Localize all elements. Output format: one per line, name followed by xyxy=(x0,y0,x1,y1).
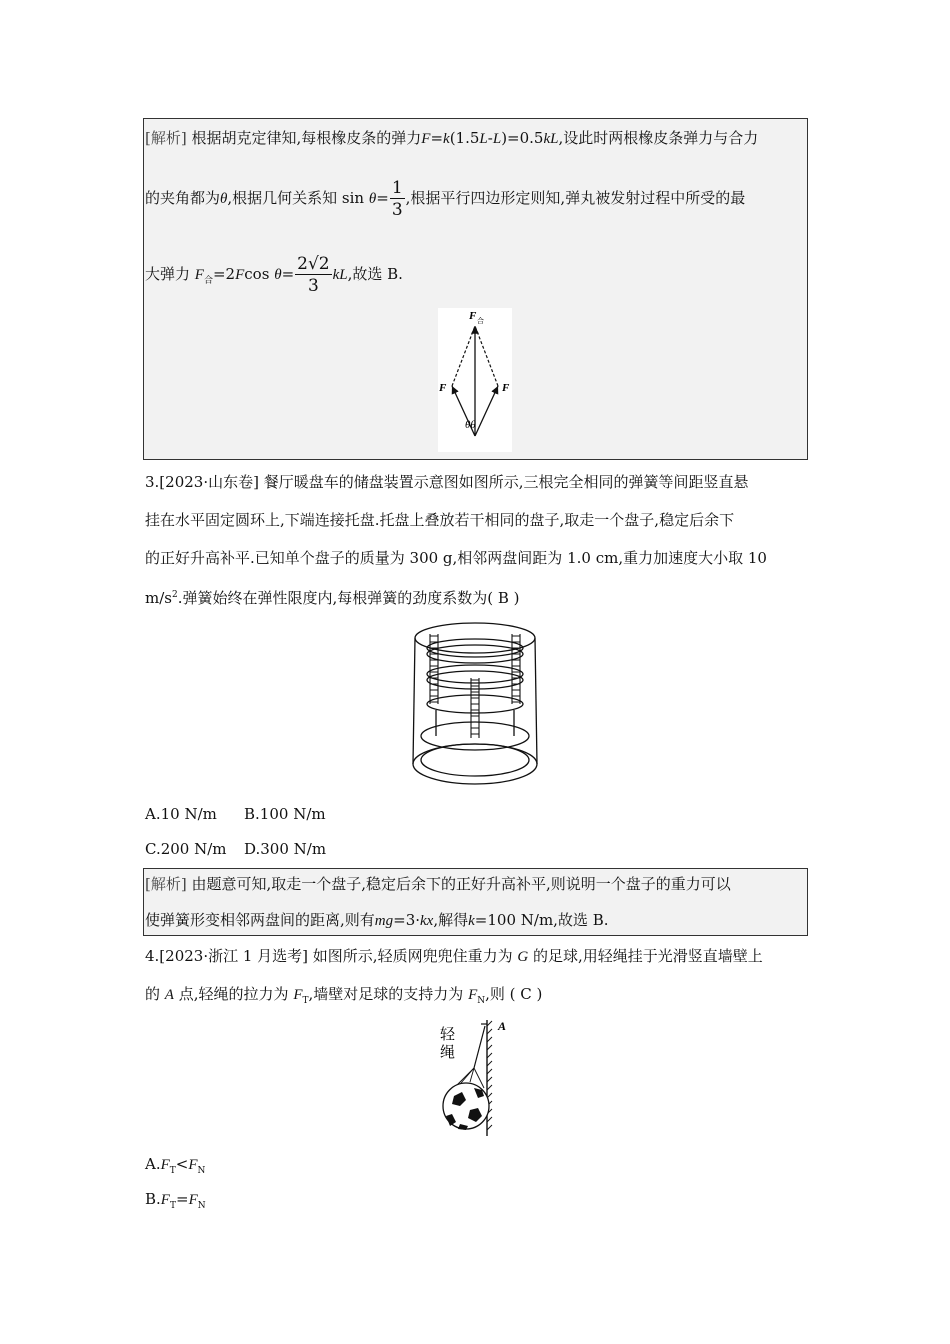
plate-warmer-figure xyxy=(408,614,542,790)
dashed-side-right xyxy=(475,326,498,386)
q3-option-b[interactable]: B.100 N/m xyxy=(244,805,326,823)
q4-stem-line-2: 的 A 点,轻绳的拉力为 $F_T$,墙壁对足球的支持力为 $F_N$,则 ( C ) xyxy=(145,985,543,1006)
label-theta: θθ xyxy=(465,419,476,431)
label-F-left: F xyxy=(439,382,447,394)
fraction-one-third: $\frac{1}{3}$ xyxy=(391,177,403,220)
force-diagram-svg xyxy=(438,308,512,452)
q3-analysis-line-1: [解析] 由题意可知,取走一个盘子,稳定后余下的正好升高补平,则说明一个盘子的重力可以 xyxy=(145,875,731,893)
football-wall-svg xyxy=(440,1016,520,1140)
q2-analysis-line-1: [解析] 根据胡克定律知,每根橡皮条的弹力F=k(1.5L-L)=0.5kL,设此时两根橡皮条弹力与合力 xyxy=(145,129,759,147)
force-parallelogram-figure xyxy=(438,308,512,452)
q3-stem-line-3: 的正好升高补平.已知单个盘子的质量为 300 g,相邻两盘间距为 1.0 cm,重力加速度大小取 10 xyxy=(145,549,767,567)
q3-option-a[interactable]: A.10 N/m xyxy=(145,805,217,823)
q2-analysis-line-2: 的夹角都为θ,根据几何关系知 sin θ= $\frac{1}{3}$ ,根据平行四边形定则知,弹丸被发射过程中所受的最 xyxy=(145,177,746,220)
q3-stem-line-2: 挂在水平固定圆环上,下端连接托盘.托盘上叠放若干相同的盘子,取走一个盘子,稳定后余下 xyxy=(145,511,735,529)
label-F-resultant-sub: 合 xyxy=(477,317,484,325)
q4-option-b[interactable]: $B.F_T=F_N$ xyxy=(145,1190,206,1211)
analysis-tag: [解析] xyxy=(145,129,187,147)
q4-stem-line-1: 4.[2023·浙江 1 月选考] 如图所示,轻质网兜兜住重力为 G 的足球,用轻绳挂于光滑竖直墙壁上 xyxy=(145,947,763,965)
label-rope-2: 绳 xyxy=(440,1043,456,1061)
q4-option-a[interactable]: $A.F_T<F_N$ xyxy=(145,1155,206,1176)
q3-stem-line-4: $m/s^2$.弹簧始终在弹性限度内,每根弹簧的劲度系数为( B ) xyxy=(145,589,520,607)
analysis-tag: [解析] xyxy=(145,875,187,893)
label-rope-1: 轻 xyxy=(440,1025,456,1043)
q3-analysis-line-2: 使弹簧形变相邻两盘间的距离,则有mg=3·kx,解得k=100 N/m,故选 B. xyxy=(145,911,609,929)
label-F-right: F xyxy=(502,382,510,394)
label-point-A: A xyxy=(498,1019,507,1033)
q3-option-c[interactable]: C.200 N/m xyxy=(145,840,227,858)
fraction-two-root-two-thirds: $\frac{2√2}{3}$ xyxy=(297,253,330,296)
q2-analysis-line-3: 大弹力 $F_合=2Fcos$ θ= $\frac{2√2}{3}$ kL,故选 B. xyxy=(145,253,403,296)
football-wall-figure xyxy=(440,1016,520,1140)
q3-option-d[interactable]: D.300 N/m xyxy=(244,840,327,858)
right-force-arrow xyxy=(475,386,498,436)
plate-warmer-svg xyxy=(408,614,542,790)
dashed-side-left xyxy=(452,326,475,386)
label-F-resultant: F xyxy=(469,310,477,322)
q3-stem-line-1: 3.[2023·山东卷] 餐厅暖盘车的储盘装置示意图如图所示,三根完全相同的弹簧等间距竖直悬 xyxy=(145,473,749,491)
